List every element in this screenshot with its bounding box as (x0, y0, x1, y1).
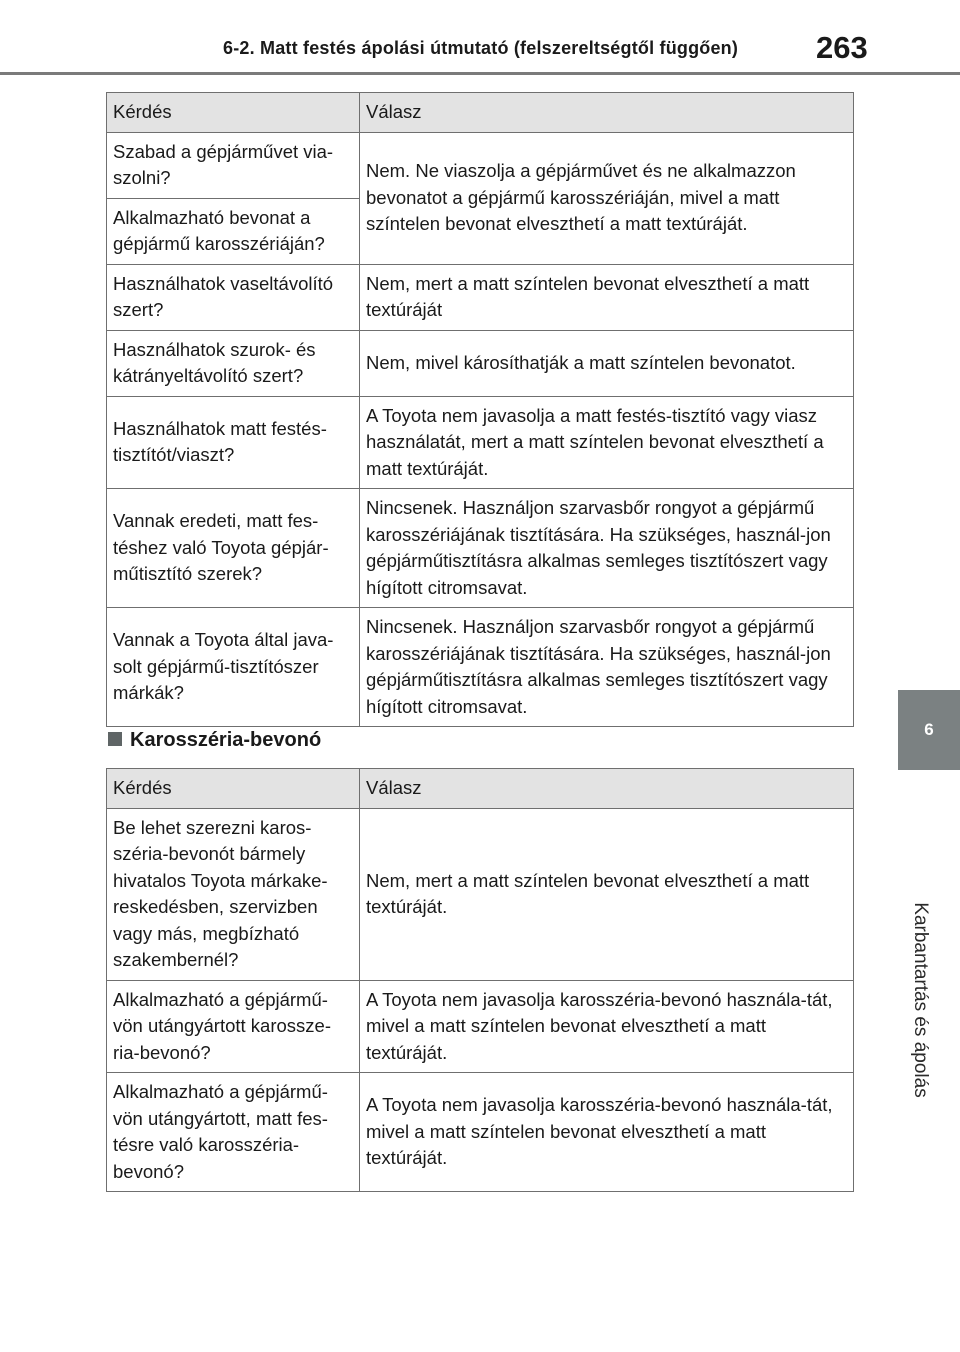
table-row (107, 608, 854, 727)
table-row (107, 132, 854, 198)
answer-cell: A Toyota nem javasolja karosszéria-bevonó használa-tát, mivel a matt színtelen bevonat elveszthetí a matt textúráját. (360, 1073, 854, 1192)
question-cell: Használhatok matt festés-tisztítót/viaszt? (107, 396, 360, 489)
table-row (107, 396, 854, 489)
table-row (107, 808, 854, 980)
column-header-question: Kérdés (107, 93, 360, 133)
table-row (107, 264, 854, 330)
square-bullet-icon (108, 732, 122, 746)
table-row (107, 1073, 854, 1192)
chapter-tab[interactable] (898, 690, 960, 770)
question-cell: Használhatok szurok- és kátrányeltávolító szert? (107, 330, 360, 396)
header-divider (0, 72, 960, 75)
answer-cell: Nincsenek. Használjon szarvasbőr rongyot a gépjármű karosszériájának tisztítására. Ha szükséges, használ-jon gépjárműtisztításra alkalmas semleges tisztítószert vagy hígított citromsavat. (360, 608, 854, 727)
table-header-row (107, 93, 854, 133)
table-row (107, 980, 854, 1073)
table-row (107, 330, 854, 396)
question-cell: Szabad a gépjárművet via-szolni? (107, 132, 360, 198)
question-cell: Alkalmazható bevonat a gépjármű karosszériáján? (107, 198, 360, 264)
answer-cell: Nem, mivel károsíthatják a matt színtelen bevonatot. (360, 330, 854, 396)
table-row (107, 489, 854, 608)
page-header-title: 6-2. Matt festés ápolási útmutató (felszereltségtől függően) (223, 38, 739, 58)
section-heading-text: Karosszéria-bevonó (130, 729, 322, 751)
column-header-question: Kérdés (107, 769, 360, 809)
section-heading (108, 729, 321, 752)
question-cell: Használhatok vaseltávolító szert? (107, 264, 360, 330)
table-header-row (107, 769, 854, 809)
chapter-label: Karbantartás és ápolás (910, 902, 931, 1098)
answer-cell: Nincsenek. Használjon szarvasbőr rongyot a gépjármű karosszériájának tisztítására. Ha szükséges, használ-jon gépjárműtisztításra alkalmas semleges tisztítószert vagy hígított citromsavat. (360, 489, 854, 608)
question-cell: Vannak eredeti, matt fes-téshez való Toyota gépjár-műtisztító szerek? (107, 489, 360, 608)
question-cell: Vannak a Toyota által java-solt gépjármű-tisztítószer márkák? (107, 608, 360, 727)
column-header-answer: Válasz (360, 93, 854, 133)
chapter-number: 6 (924, 720, 934, 739)
answer-cell: Nem, mert a matt színtelen bevonat elveszthetí a matt textúráját (360, 264, 854, 330)
answer-cell: Nem, mert a matt színtelen bevonat elveszthetí a matt textúráját. (360, 808, 854, 980)
page-number: 263 (816, 30, 868, 65)
paint-care-qa-table (106, 92, 854, 727)
column-header-answer: Válasz (360, 769, 854, 809)
question-cell: Be lehet szerezni karos-széria-bevonót bármely hivatalos Toyota márkake-reskedésben, szervizben vagy más, megbízható szakembernél? (107, 808, 360, 980)
answer-cell: Nem. Ne viaszolja a gépjárművet és ne alkalmazzon bevonatot a gépjármű karosszériáján, mivel a matt színtelen bevonat elveszthetí a matt textúráját. (360, 132, 854, 264)
question-cell: Alkalmazható a gépjármű-vön utángyártott karossze-ria-bevonó? (107, 980, 360, 1073)
answer-cell: A Toyota nem javasolja a matt festés-tisztító vagy viasz használatát, mert a matt színtelen bevonat elveszthetí a matt textúráját. (360, 396, 854, 489)
question-cell: Alkalmazható a gépjármű-vön utángyártott, matt fes-tésre való karosszéria-bevonó? (107, 1073, 360, 1192)
answer-cell: A Toyota nem javasolja karosszéria-bevonó használa-tát, mivel a matt színtelen bevonat elveszthetí a matt textúráját. (360, 980, 854, 1073)
body-coating-qa-table (106, 768, 854, 1192)
